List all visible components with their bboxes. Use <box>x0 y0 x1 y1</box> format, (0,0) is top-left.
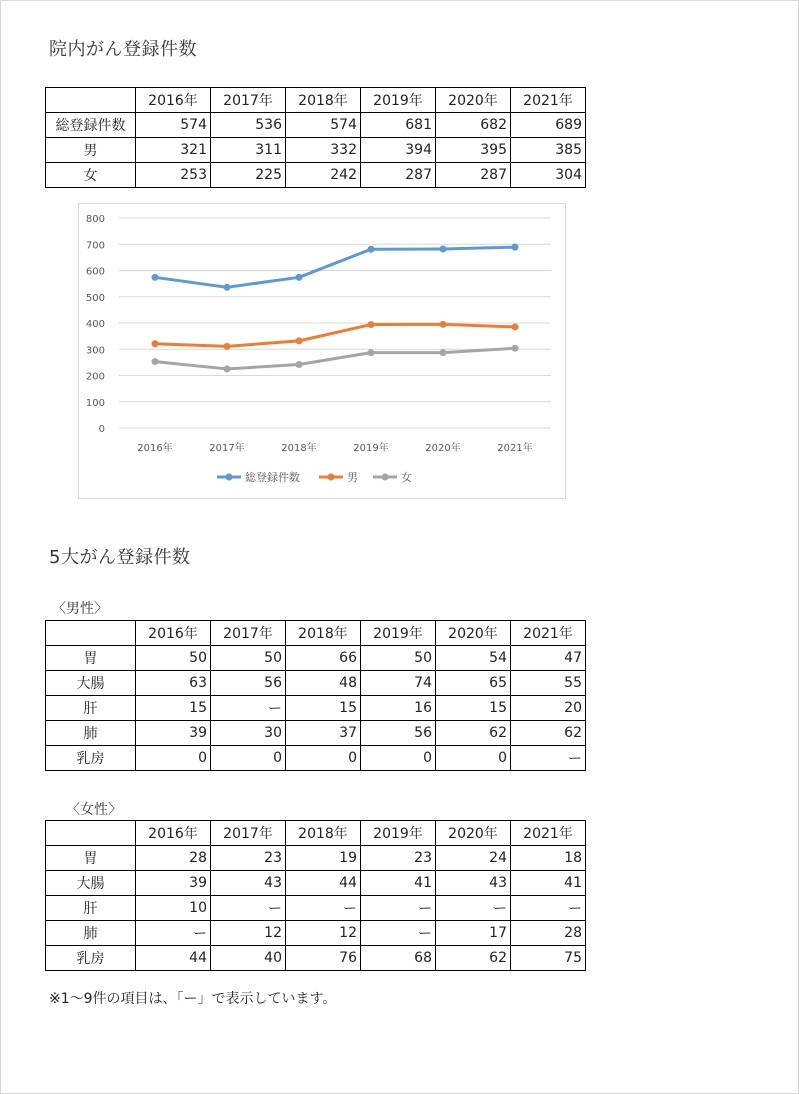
value-cell: 10 <box>136 896 211 921</box>
value-cell: 43 <box>436 871 511 896</box>
table-row <box>46 946 586 971</box>
header-year-cell: 2020年 <box>436 821 511 846</box>
value-cell: ー <box>286 896 361 921</box>
header-year-cell: 2016年 <box>136 621 211 646</box>
value-cell: 0 <box>136 746 211 771</box>
x-tick-label: 2018年 <box>281 443 317 454</box>
value-cell: 65 <box>436 671 511 696</box>
y-tick-label: 100 <box>85 397 105 409</box>
value-cell: 28 <box>136 846 211 871</box>
y-tick-label: 0 <box>98 424 105 435</box>
x-tick-label: 2016年 <box>137 443 173 454</box>
registrations-line-chart <box>78 203 566 499</box>
header-year-cell: 2021年 <box>511 621 586 646</box>
value-cell: 41 <box>511 871 586 896</box>
female-table-caption: 〈女性〉 <box>66 802 122 818</box>
value-cell: 385 <box>511 138 586 163</box>
value-cell: 17 <box>436 921 511 946</box>
value-cell: 44 <box>136 946 211 971</box>
data-point <box>512 244 519 251</box>
table-row <box>46 113 586 138</box>
value-cell: 39 <box>136 721 211 746</box>
data-point <box>368 321 375 328</box>
value-cell: 44 <box>286 871 361 896</box>
chart-canvas <box>79 204 565 498</box>
data-point <box>512 345 519 352</box>
table-row <box>46 671 586 696</box>
table-row <box>46 646 586 671</box>
header-year-cell: 2019年 <box>361 621 436 646</box>
value-cell: 15 <box>436 696 511 721</box>
section-title-total: 院内がん登録件数 <box>49 39 197 60</box>
table-row <box>46 721 586 746</box>
male-five-cancers-table <box>45 620 586 771</box>
value-cell: ー <box>511 746 586 771</box>
value-cell: 43 <box>211 871 286 896</box>
table-header-row <box>46 821 586 846</box>
value-cell: 19 <box>286 846 361 871</box>
row-label-cell: 胃 <box>46 646 136 671</box>
table-header-row <box>46 621 586 646</box>
value-cell: ー <box>361 896 436 921</box>
x-tick-label: 2020年 <box>425 443 461 454</box>
y-tick-label: 500 <box>85 292 105 304</box>
value-cell: 574 <box>136 113 211 138</box>
value-cell: 287 <box>361 163 436 188</box>
value-cell: 311 <box>211 138 286 163</box>
x-tick-label: 2019年 <box>353 443 389 454</box>
row-label-cell: 胃 <box>46 846 136 871</box>
header-corner-cell <box>46 821 136 846</box>
header-year-cell: 2017年 <box>211 621 286 646</box>
value-cell: 63 <box>136 671 211 696</box>
table-row <box>46 846 586 871</box>
header-corner-cell <box>46 88 136 113</box>
value-cell: 15 <box>286 696 361 721</box>
header-year-cell: 2016年 <box>136 88 211 113</box>
value-cell: ー <box>211 696 286 721</box>
value-cell: 23 <box>361 846 436 871</box>
header-corner-cell <box>46 621 136 646</box>
header-year-cell: 2021年 <box>511 88 586 113</box>
value-cell: ー <box>436 896 511 921</box>
header-year-cell: 2018年 <box>286 88 361 113</box>
data-point <box>368 349 375 356</box>
row-label-cell: 肝 <box>46 696 136 721</box>
y-tick-label: 200 <box>85 371 105 383</box>
row-label-cell: 総登録件数 <box>46 113 136 138</box>
value-cell: 0 <box>286 746 361 771</box>
value-cell: 24 <box>436 846 511 871</box>
value-cell: 39 <box>136 871 211 896</box>
header-year-cell: 2018年 <box>286 621 361 646</box>
legend-label: 男 <box>347 471 358 484</box>
value-cell: 12 <box>286 921 361 946</box>
value-cell: 681 <box>361 113 436 138</box>
value-cell: 253 <box>136 163 211 188</box>
legend-swatch-marker <box>328 474 335 481</box>
value-cell: 574 <box>286 113 361 138</box>
value-cell: 332 <box>286 138 361 163</box>
y-tick-label: 700 <box>85 240 105 252</box>
series-line <box>155 247 515 287</box>
value-cell: 75 <box>511 946 586 971</box>
y-tick-label: 300 <box>85 345 105 357</box>
value-cell: 304 <box>511 163 586 188</box>
header-year-cell: 2019年 <box>361 88 436 113</box>
header-year-cell: 2017年 <box>211 88 286 113</box>
value-cell: 0 <box>436 746 511 771</box>
value-cell: 76 <box>286 946 361 971</box>
value-cell: 54 <box>436 646 511 671</box>
value-cell: 0 <box>361 746 436 771</box>
y-tick-label: 600 <box>85 266 105 278</box>
value-cell: 30 <box>211 721 286 746</box>
data-point <box>440 245 447 252</box>
data-point <box>152 340 159 347</box>
value-cell: 287 <box>436 163 511 188</box>
header-year-cell: 2021年 <box>511 821 586 846</box>
value-cell: 55 <box>511 671 586 696</box>
data-point <box>512 323 519 330</box>
data-point <box>368 246 375 253</box>
data-point <box>440 349 447 356</box>
value-cell: ー <box>511 896 586 921</box>
value-cell: 0 <box>211 746 286 771</box>
y-tick-label: 800 <box>85 214 105 225</box>
value-cell: 395 <box>436 138 511 163</box>
table-row <box>46 871 586 896</box>
value-cell: 28 <box>511 921 586 946</box>
data-point <box>224 343 231 350</box>
value-cell: 56 <box>211 671 286 696</box>
value-cell: 18 <box>511 846 586 871</box>
header-year-cell: 2020年 <box>436 621 511 646</box>
value-cell: 394 <box>361 138 436 163</box>
value-cell: 682 <box>436 113 511 138</box>
row-label-cell: 乳房 <box>46 946 136 971</box>
value-cell: 62 <box>436 946 511 971</box>
table-row <box>46 896 586 921</box>
value-cell: 321 <box>136 138 211 163</box>
value-cell: ー <box>361 921 436 946</box>
value-cell: 66 <box>286 646 361 671</box>
row-label-cell: 女 <box>46 163 136 188</box>
table-row <box>46 746 586 771</box>
legend-label: 女 <box>401 471 412 484</box>
data-point <box>440 321 447 328</box>
y-tick-label: 400 <box>85 319 105 330</box>
value-cell: 225 <box>211 163 286 188</box>
data-point <box>224 284 231 291</box>
value-cell: 23 <box>211 846 286 871</box>
value-cell: 40 <box>211 946 286 971</box>
x-tick-label: 2021年 <box>497 443 533 454</box>
legend-label: 総登録件数 <box>245 471 300 484</box>
header-year-cell: 2016年 <box>136 821 211 846</box>
data-point <box>224 365 231 372</box>
data-point <box>296 361 303 368</box>
value-cell: ー <box>211 896 286 921</box>
value-cell: 62 <box>511 721 586 746</box>
table-row <box>46 138 586 163</box>
value-cell: 50 <box>361 646 436 671</box>
legend-swatch-marker <box>226 474 233 481</box>
header-year-cell: 2020年 <box>436 88 511 113</box>
table-row <box>46 163 586 188</box>
value-cell: 62 <box>436 721 511 746</box>
row-label-cell: 男 <box>46 138 136 163</box>
row-label-cell: 肺 <box>46 721 136 746</box>
value-cell: 47 <box>511 646 586 671</box>
x-tick-label: 2017年 <box>209 443 245 454</box>
row-label-cell: 大腸 <box>46 871 136 896</box>
total-registrations-table <box>45 87 586 188</box>
value-cell: 12 <box>211 921 286 946</box>
footnote: ※1～9件の項目は、「ー」で表示しています。 <box>49 991 337 1007</box>
value-cell: 37 <box>286 721 361 746</box>
table-row <box>46 696 586 721</box>
row-label-cell: 乳房 <box>46 746 136 771</box>
value-cell: 50 <box>136 646 211 671</box>
value-cell: 536 <box>211 113 286 138</box>
table-header-row <box>46 88 586 113</box>
value-cell: 48 <box>286 671 361 696</box>
female-five-cancers-table <box>45 820 586 971</box>
data-point <box>296 337 303 344</box>
value-cell: 242 <box>286 163 361 188</box>
value-cell: ー <box>136 921 211 946</box>
header-year-cell: 2018年 <box>286 821 361 846</box>
value-cell: 50 <box>211 646 286 671</box>
row-label-cell: 肺 <box>46 921 136 946</box>
value-cell: 74 <box>361 671 436 696</box>
series-line <box>155 348 515 369</box>
value-cell: 41 <box>361 871 436 896</box>
table-row <box>46 921 586 946</box>
legend-swatch-marker <box>382 474 389 481</box>
value-cell: 68 <box>361 946 436 971</box>
data-point <box>296 274 303 281</box>
row-label-cell: 大腸 <box>46 671 136 696</box>
header-year-cell: 2017年 <box>211 821 286 846</box>
male-table-caption: 〈男性〉 <box>52 601 108 617</box>
value-cell: 15 <box>136 696 211 721</box>
section-title-five-cancers: 5大がん登録件数 <box>49 547 191 568</box>
value-cell: 689 <box>511 113 586 138</box>
value-cell: 20 <box>511 696 586 721</box>
series-line <box>155 324 515 346</box>
row-label-cell: 肝 <box>46 896 136 921</box>
value-cell: 16 <box>361 696 436 721</box>
data-point <box>152 358 159 365</box>
header-year-cell: 2019年 <box>361 821 436 846</box>
data-point <box>152 274 159 281</box>
value-cell: 56 <box>361 721 436 746</box>
